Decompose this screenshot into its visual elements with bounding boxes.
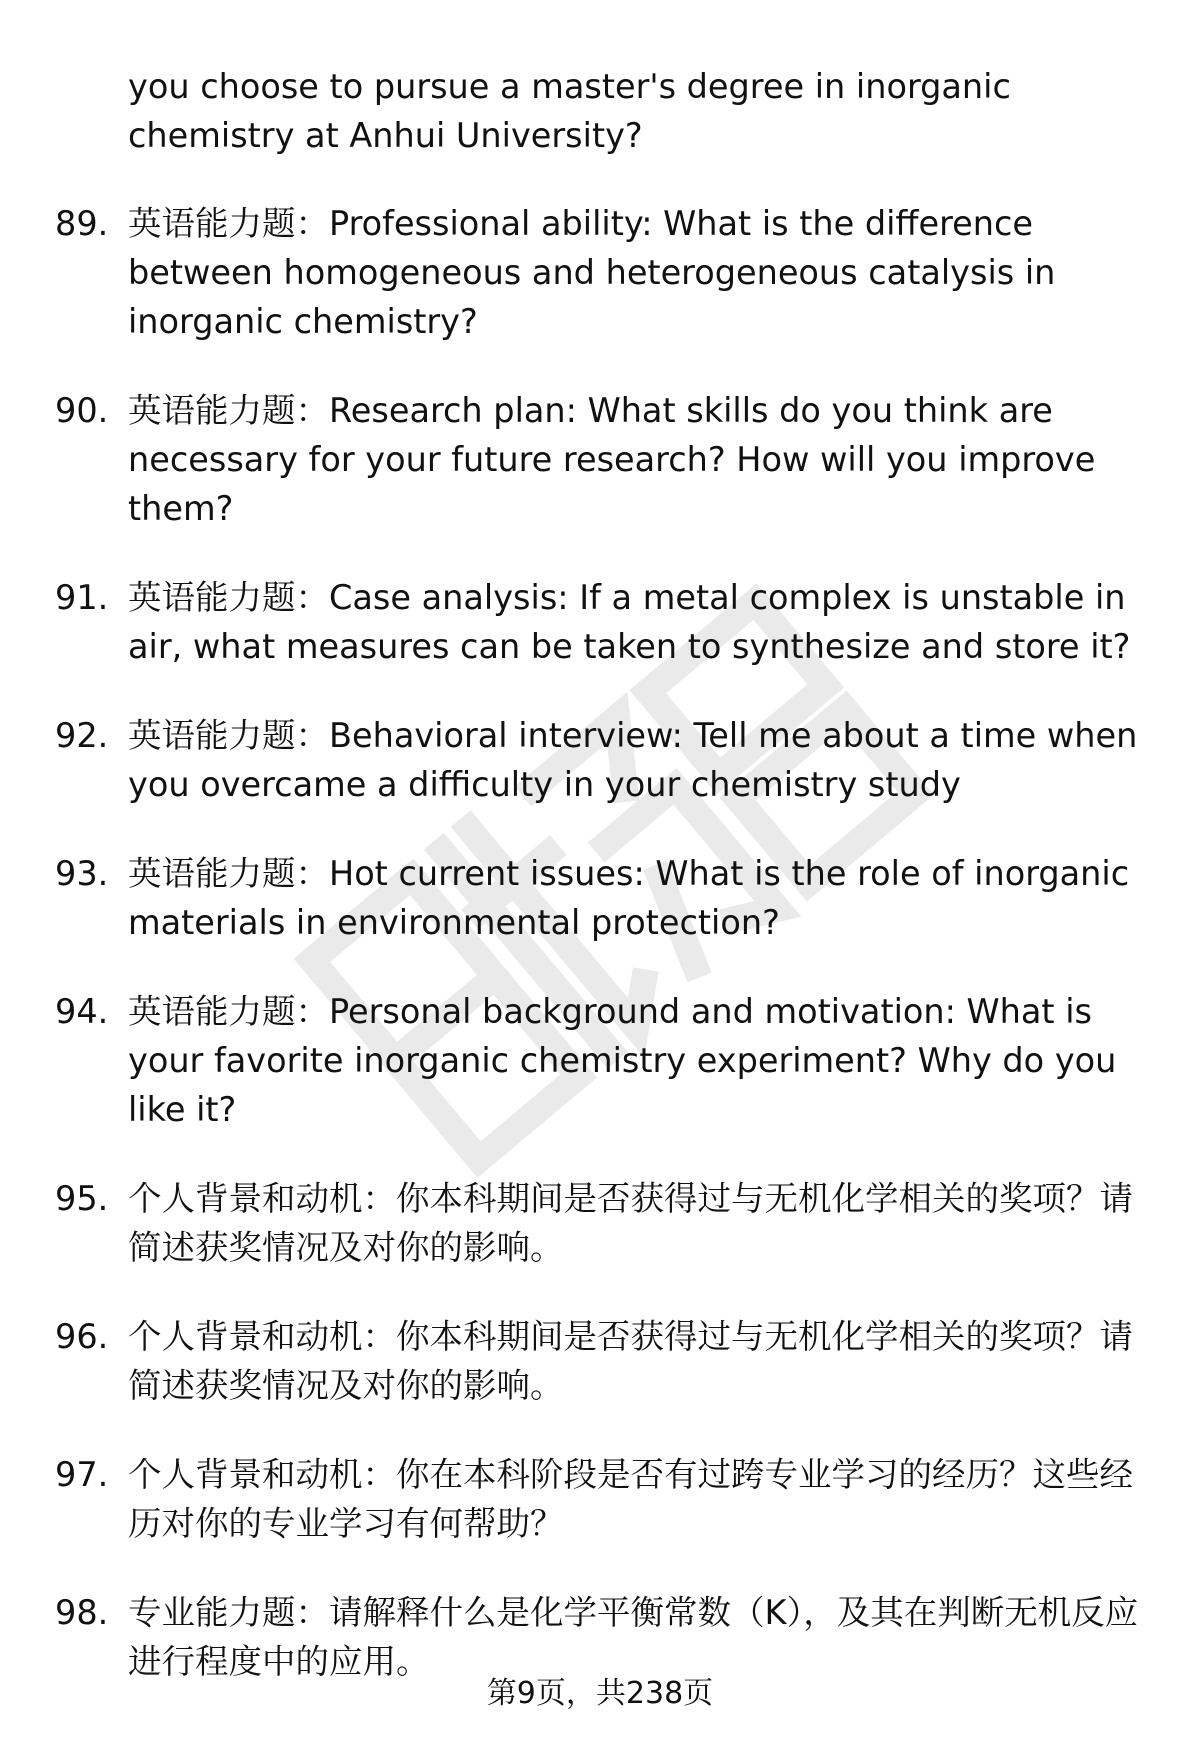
list-item [55,573,1150,671]
question-number: 92. [55,716,109,755]
question-number: 94. [55,992,109,1031]
list-item [55,1450,1150,1548]
question-number: 95. [55,1179,109,1218]
question-number: 89. [55,204,109,243]
question-number: 91. [55,578,109,617]
question-text: 英语能力题：Professional ability: What is the difference between homogeneous and heterogeneous catalysis in inorganic chemistry? [128,204,1056,341]
question-text: 英语能力题：Case analysis: If a metal complex is unstable in air, what measures can be taken to synthesize and store it? [128,578,1131,666]
question-text: 个人背景和动机：你本科期间是否获得过与无机化学相关的奖项？请简述获奖情况及对你的影响。 [128,1317,1133,1405]
question-text: 英语能力题：Hot current issues: What is the role of inorganic materials in environmental protection? [128,854,1130,942]
list-item [55,199,1150,346]
list-item [55,1588,1150,1686]
list-item [55,1312,1150,1410]
question-text: 专业能力题：请解释什么是化学平衡常数（K），及其在判断无机反应进行程度中的应用。 [128,1593,1139,1681]
question-number: 90. [55,391,109,430]
page-number-footer: 第9页，共238页 [486,1676,714,1711]
question-text: 个人背景和动机：你本科期间是否获得过与无机化学相关的奖项？请简述获奖情况及对你的影响。 [128,1179,1133,1267]
list-item [55,711,1150,809]
question-text: 个人背景和动机：你在本科阶段是否有过跨专业学习的经历？这些经历对你的专业学习有何帮助？ [128,1455,1133,1543]
list-item [55,1174,1150,1272]
question-number: 93. [55,854,109,893]
list-item [55,386,1150,533]
question-list [55,62,1150,1726]
question-text: 英语能力题：Behavioral interview: Tell me about a time when you overcame a difficulty in your chemistry study [128,716,1138,804]
question-number: 98. [55,1593,109,1632]
list-item [55,987,1150,1134]
question-number: 96. [55,1317,109,1356]
question-continuation: you choose to pursue a master's degree in inorganic chemistry at Anhui University? [128,67,1011,155]
question-text: 英语能力题：Personal background and motivation: What is your favorite inorganic chemistry experiment? Why do you like it? [128,992,1117,1129]
question-number: 97. [55,1455,109,1494]
question-text: 英语能力题：Research plan: What skills do you think are necessary for your future research? How will you improve them? [128,391,1096,528]
list-item [55,849,1150,947]
